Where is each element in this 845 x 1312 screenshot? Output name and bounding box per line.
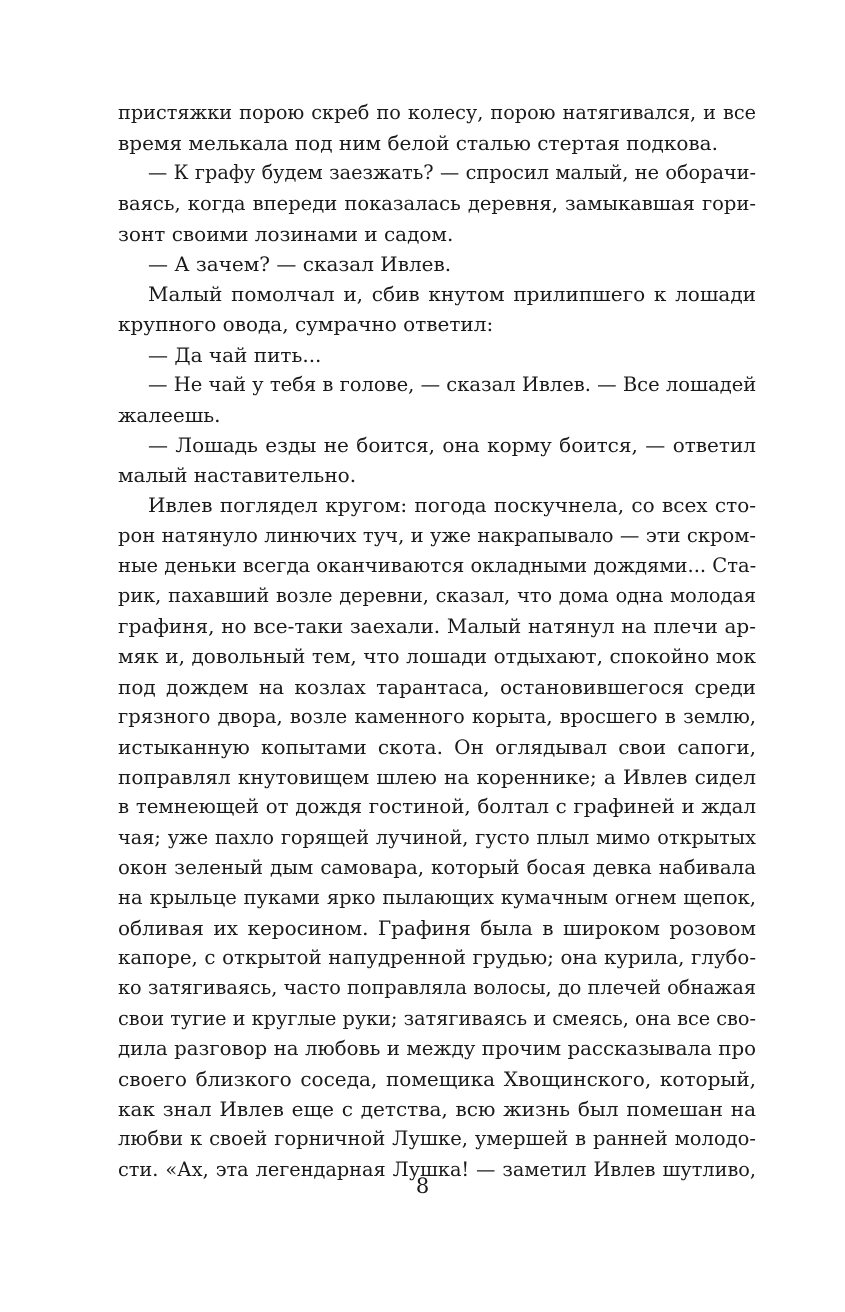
text-line: на крыльце пуками ярко пылающих кумачным огнем щепок, <box>118 885 756 909</box>
text-line: своего близкого соседа, помещика Хвощинского, который, <box>118 1067 756 1091</box>
text-line: истыканную копытами скота. Он оглядывал свои сапоги, <box>118 734 756 759</box>
text-line: мяк и, довольный тем, что лошади отдыхают, спокойно мок <box>118 644 756 669</box>
text-line: окон зеленый дым самовара, который босая девка набивала <box>118 855 756 879</box>
text-line: — Да чай пить... <box>148 342 322 367</box>
text-line: — Не чай у тебя в голове, — сказал Ивлев. — Все лошадей <box>148 372 757 396</box>
text-line: сти. «Ах, эта легендарная Лушка! — заметил Ивлев шутливо, <box>118 1157 756 1181</box>
page-number: 8 <box>415 1174 430 1198</box>
text-line: ко затягиваясь, часто поправляла волосы, до плечей обнажая <box>118 976 756 1000</box>
text-line: — Лошадь езды не боится, она корму боится, — ответил <box>148 433 756 458</box>
body-text <box>118 98 756 1185</box>
text-line: зонт своими лозинами и садом. <box>118 221 454 246</box>
text-line: под дождем на козлах тарантаса, остановившегося среди <box>118 674 756 699</box>
text-line: ные деньки всегда оканчиваются окладными дождями... Ста- <box>118 553 757 577</box>
text-line: малый наставительно. <box>118 463 357 488</box>
text-line: — А зачем? — сказал Ивлев. <box>148 251 452 276</box>
text-line: — К графу будем заезжать? — спросил малый, не оборачи- <box>148 161 756 185</box>
text-line: как знал Ивлев еще с детства, всю жизнь был помешан на <box>118 1097 756 1122</box>
text-line: пристяжки порою скреб по колесу, порою натягивался, и все <box>118 101 756 124</box>
text-line: рик, пахавший возле деревни, сказал, что дома одна молодая <box>118 584 756 607</box>
text-line: любви к своей горничной Лушке, умершей в ранней молодо- <box>118 1127 756 1151</box>
text-line: свои тугие и круглые руки; затягиваясь и смеясь, она все сво- <box>118 1006 756 1030</box>
text-line: обливая их керосином. Графиня была в широком розовом <box>118 916 756 941</box>
text-line: крупного овода, сумрачно ответил: <box>118 312 494 337</box>
text-line: Ивлев поглядел кругом: погода поскучнела, со всех сто- <box>148 493 756 518</box>
text-line: ваясь, когда впереди показалась деревня, замыкавшая гори- <box>118 191 756 215</box>
text-line: чая; уже пахло горящей лучиной, густо плыл мимо открытых <box>118 825 756 849</box>
text-line: поправлял кнутовищем шлею на кореннике; а Ивлев сидел <box>118 765 756 790</box>
text-line: рон натянуло линючих туч, и уже накрапывало — эти скром- <box>118 523 756 547</box>
text-line: капоре, с открытой напудренной грудью; она курила, глубо- <box>118 946 756 970</box>
text-line: Малый помолчал и, сбив кнутом прилипшего к лошади <box>148 282 756 307</box>
text-line: графиня, но все-таки заехали. Малый натянул на плечи ар- <box>118 614 756 639</box>
text-line: в темнеющей от дождя гостиной, болтал с графиней и ждал <box>118 795 756 819</box>
text-line: жалеешь. <box>118 402 221 427</box>
text-line: грязного двора, возле каменного корыта, вросшего в землю, <box>118 704 756 728</box>
text-line: время мелькала под ним белой сталью стертая подкова. <box>118 131 718 156</box>
text-line: дила разговор на любовь и между прочим рассказывала про <box>118 1036 756 1060</box>
